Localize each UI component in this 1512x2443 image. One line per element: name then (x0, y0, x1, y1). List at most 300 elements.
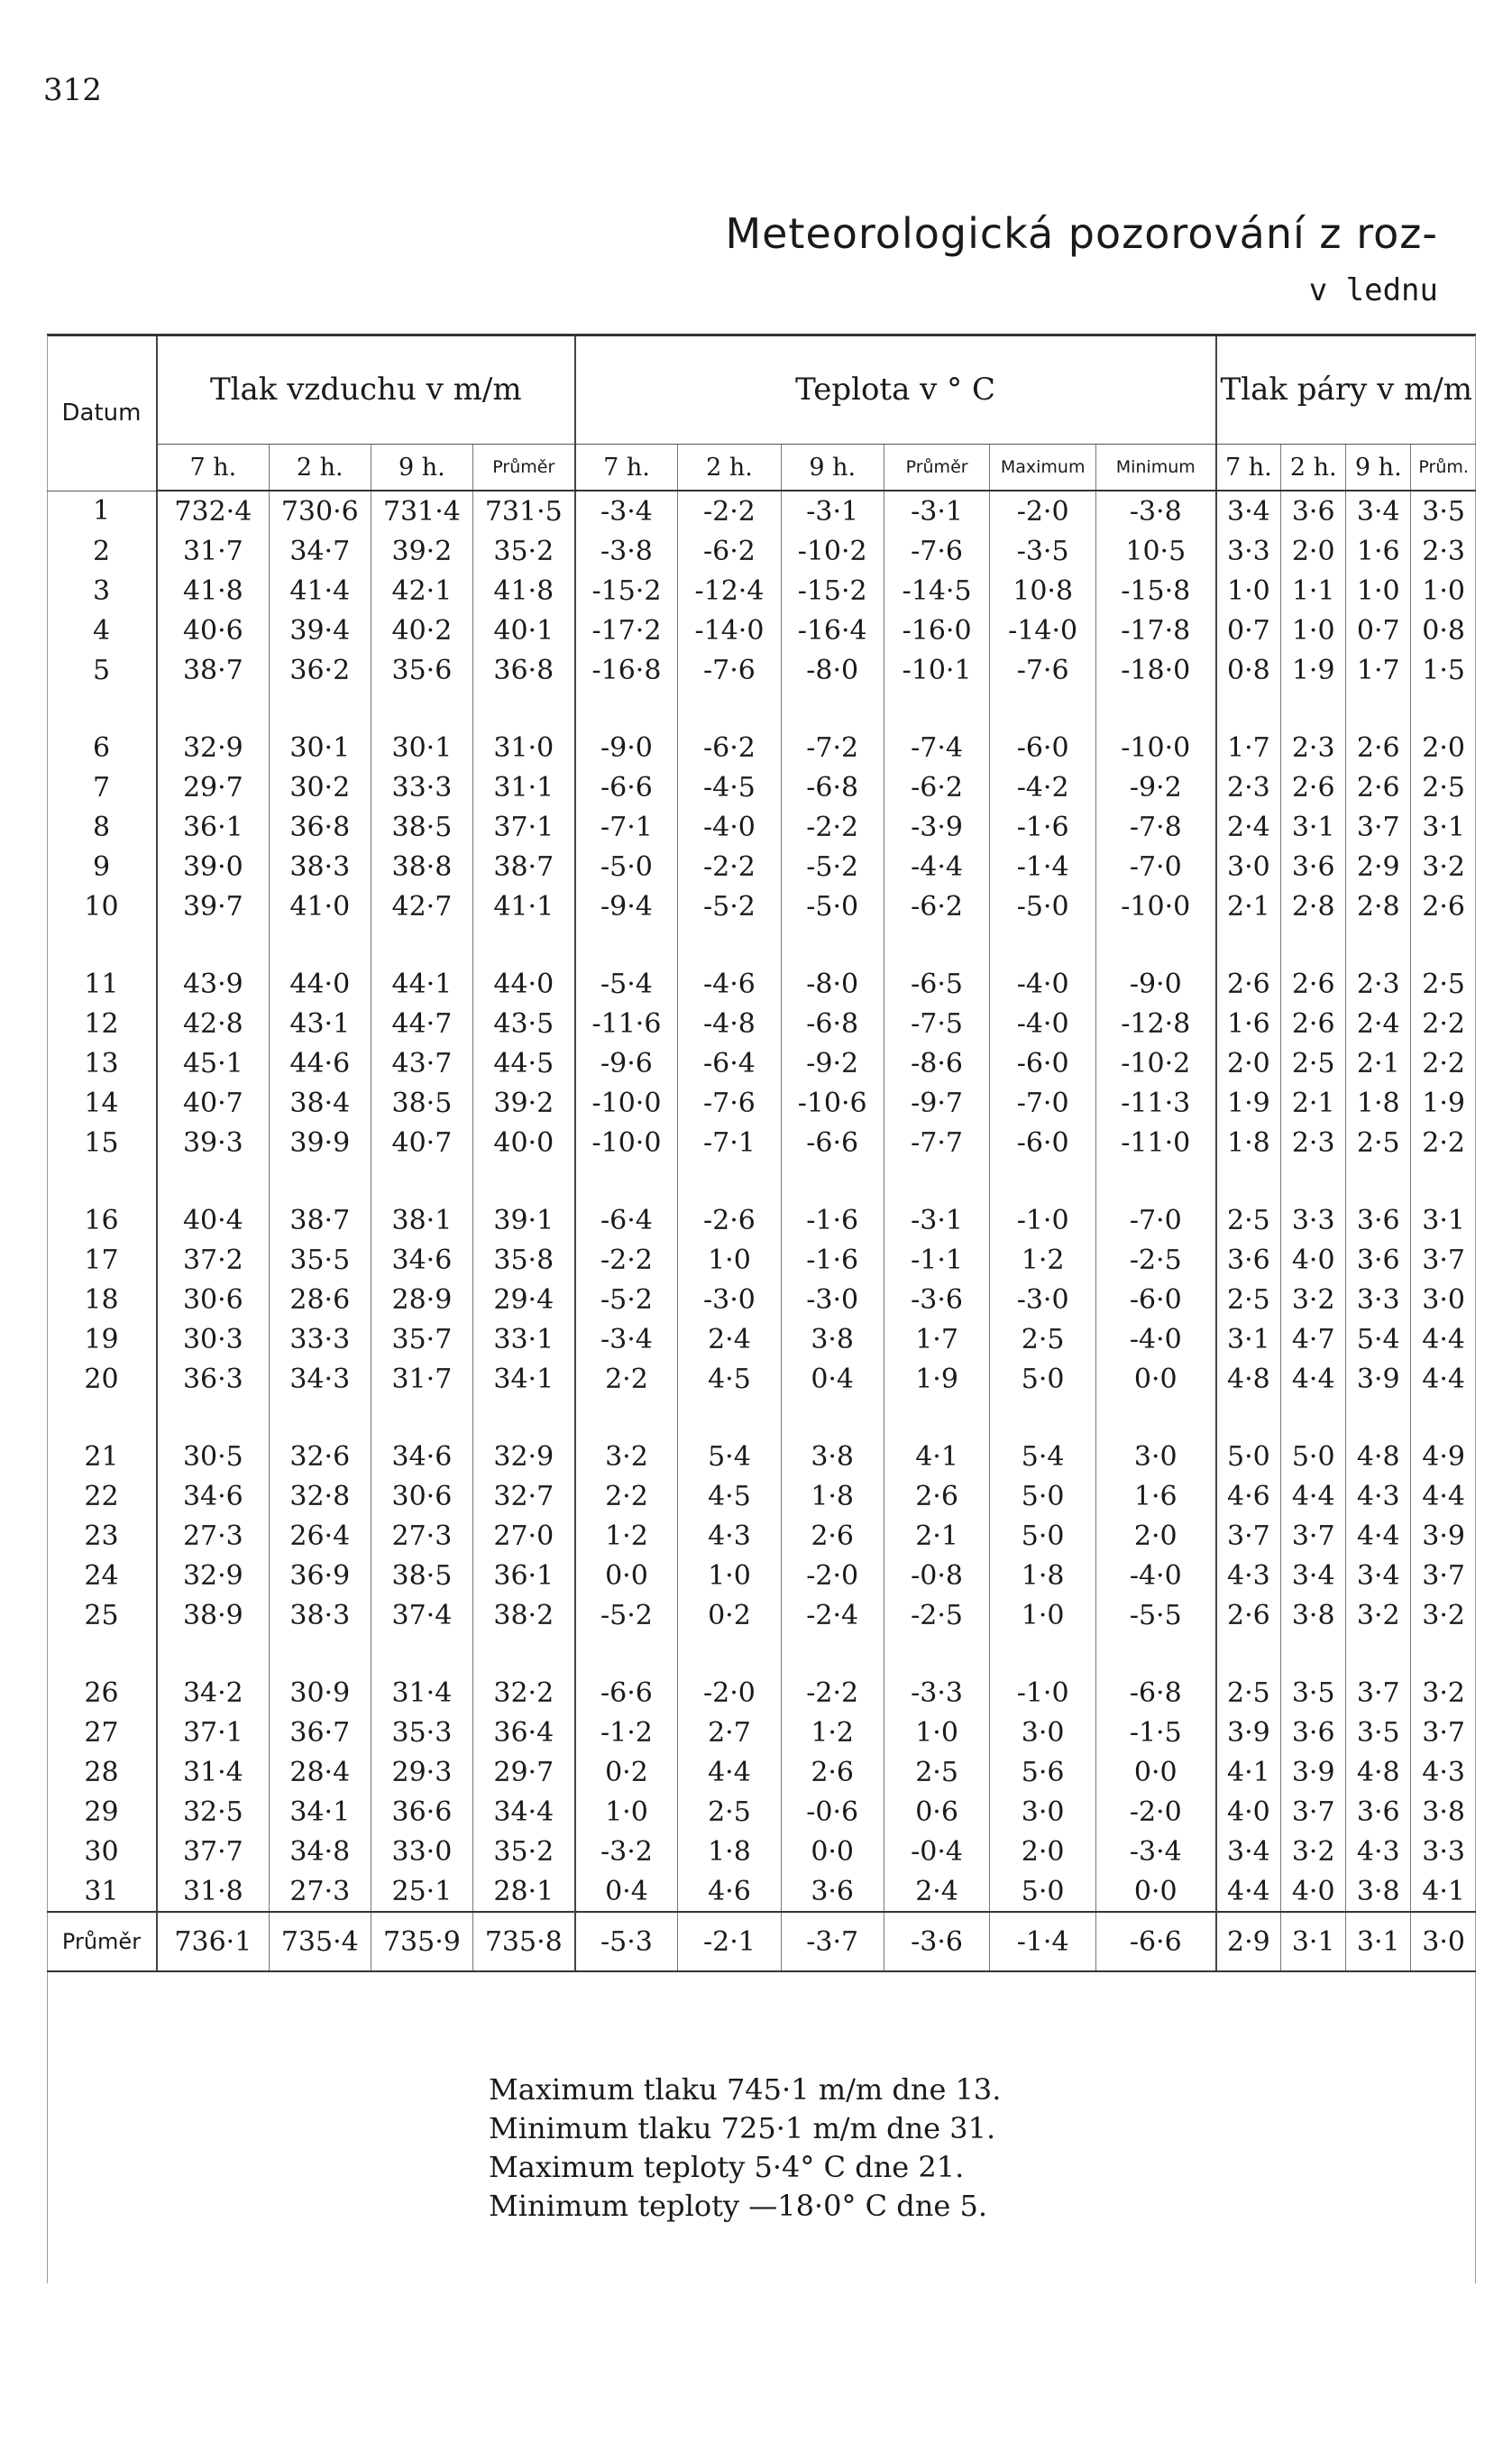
summary-cell: -3·7 (781, 1912, 884, 1971)
table-cell: 3·0 (1095, 1437, 1215, 1476)
table-cell: -10·0 (1095, 728, 1215, 767)
column-header: Maximum (990, 445, 1096, 491)
table-cell: 2·5 (1281, 1043, 1346, 1083)
table-cell: -17·8 (1095, 611, 1215, 650)
summary-cell: 735·8 (472, 1912, 574, 1971)
table-cell: 4·1 (1411, 1871, 1476, 1912)
table-cell: 2·6 (1216, 964, 1281, 1004)
table-cell: -8·0 (781, 650, 884, 690)
table-cell: 3·7 (1411, 1556, 1476, 1595)
table-cell: 38·5 (371, 807, 472, 847)
table-cell: -6·8 (781, 1004, 884, 1043)
table-cell: 3·6 (1346, 1200, 1411, 1240)
table-cell: -15·2 (575, 571, 678, 611)
spacer-cell (157, 1635, 269, 1673)
table-cell: 41·0 (269, 886, 371, 926)
table-cell: 34·1 (269, 1792, 371, 1832)
table-cell: 31·4 (371, 1673, 472, 1713)
table-cell: 4·8 (1346, 1752, 1411, 1792)
table-cell: 30·1 (371, 728, 472, 767)
table-cell: -10·1 (884, 650, 990, 690)
table-cell: 27·3 (157, 1516, 269, 1556)
table-cell: 2·6 (1216, 1595, 1281, 1635)
table-cell: -10·0 (575, 1083, 678, 1123)
spacer-cell (990, 1399, 1096, 1437)
table-cell: 0·8 (1216, 650, 1281, 690)
table-cell: -11·0 (1095, 1123, 1215, 1162)
table-cell: 3·7 (1281, 1792, 1346, 1832)
day-cell: 26 (84, 1676, 119, 1709)
table-cell: -14·0 (678, 611, 781, 650)
table-cell: -4·5 (678, 767, 781, 807)
table-cell: -3·3 (884, 1673, 990, 1713)
table-cell: 28·6 (269, 1280, 371, 1319)
table-cell: 33·0 (371, 1832, 472, 1871)
table-cell: -6·4 (678, 1043, 781, 1083)
table-cell: 2·6 (884, 1476, 990, 1516)
table-cell: 3·8 (1411, 1792, 1476, 1832)
table-cell: 43·7 (371, 1043, 472, 1083)
spacer-cell (884, 1635, 990, 1673)
table-cell: 38·2 (472, 1595, 574, 1635)
table-cell: 4·4 (1346, 1516, 1411, 1556)
table-cell: -12·8 (1095, 1004, 1215, 1043)
table-cell: 3·2 (575, 1437, 678, 1476)
table-cell: 31·7 (157, 531, 269, 571)
table-row (47, 1240, 1476, 1280)
table-cell: 0·8 (1411, 611, 1476, 650)
table-cell: 3·2 (1411, 1595, 1476, 1635)
table-cell: -8·6 (884, 1043, 990, 1083)
table-cell: 2·3 (1281, 1123, 1346, 1162)
table-cell: 43·5 (472, 1004, 574, 1043)
table-cell: 1·2 (781, 1713, 884, 1752)
table-cell: 3·8 (1281, 1595, 1346, 1635)
table-cell: 2·5 (1411, 767, 1476, 807)
table-cell: 1·9 (1216, 1083, 1281, 1123)
table-cell: 1·6 (1095, 1476, 1215, 1516)
table-row (47, 491, 1476, 531)
table-row (47, 1673, 1476, 1713)
table-cell: 4·0 (1281, 1240, 1346, 1280)
table-cell: -8·0 (781, 964, 884, 1004)
spacer-cell (1411, 690, 1476, 728)
table-row (47, 1043, 1476, 1083)
spacer-cell (1216, 1399, 1281, 1437)
table-cell: 34·6 (371, 1240, 472, 1280)
table-cell: 1·9 (884, 1359, 990, 1399)
spacer-cell (1216, 1635, 1281, 1673)
summary-label: Průměr (47, 1912, 157, 1971)
spacer-cell (1281, 690, 1346, 728)
table-cell: -6·8 (1095, 1673, 1215, 1713)
table-cell: 38·7 (472, 847, 574, 886)
table-cell: -5·5 (1095, 1595, 1215, 1635)
table-cell: 30·6 (157, 1280, 269, 1319)
table-cell: 3·8 (781, 1437, 884, 1476)
spacer-cell (1411, 1399, 1476, 1437)
table-cell: 37·7 (157, 1832, 269, 1871)
table-cell: -11·3 (1095, 1083, 1215, 1123)
table-cell: 3·3 (1216, 531, 1281, 571)
group-header-vapour: Tlak páry v m/m (1216, 335, 1476, 445)
spacer-cell (678, 1162, 781, 1200)
table-cell: 37·2 (157, 1240, 269, 1280)
spacer-cell (678, 1635, 781, 1673)
column-header: Průměr (884, 445, 990, 491)
day-cell: 12 (84, 1007, 119, 1040)
spacer-cell (575, 1399, 678, 1437)
table-cell: 30·3 (157, 1319, 269, 1359)
table-cell: -15·8 (1095, 571, 1215, 611)
spacer-cell (1411, 1635, 1476, 1673)
table-cell: 38·7 (269, 1200, 371, 1240)
summary-cell: 3·0 (1411, 1912, 1476, 1971)
table-cell: 4·0 (1216, 1792, 1281, 1832)
note-max-temperature: Maximum teploty 5·4° C dne 21. (489, 2150, 965, 2184)
table-cell: 30·6 (371, 1476, 472, 1516)
table-cell: 2·1 (1281, 1083, 1346, 1123)
table-cell: 1·7 (1346, 650, 1411, 690)
table-cell: -2·2 (781, 807, 884, 847)
table-cell: 32·7 (472, 1476, 574, 1516)
table-cell: 28·1 (472, 1871, 574, 1912)
table-cell: 45·1 (157, 1043, 269, 1083)
table-cell: -6·4 (575, 1200, 678, 1240)
table-cell: 3·4 (1216, 491, 1281, 531)
table-cell: 3·8 (1346, 1871, 1411, 1912)
table-cell: 34·1 (472, 1359, 574, 1399)
table-cell: 2·5 (884, 1752, 990, 1792)
spacer-cell (575, 690, 678, 728)
spacer-row (47, 926, 1476, 964)
spacer-cell (371, 1399, 472, 1437)
table-cell: 34·6 (371, 1437, 472, 1476)
table-cell: 3·2 (1411, 1673, 1476, 1713)
table-cell: -6·0 (990, 1043, 1096, 1083)
table-cell: 25·1 (371, 1871, 472, 1912)
table-cell: -6·2 (678, 728, 781, 767)
table-cell: 2·6 (781, 1516, 884, 1556)
table-cell: 38·7 (157, 650, 269, 690)
table-cell: -6·5 (884, 964, 990, 1004)
summary-cell: -1·4 (990, 1912, 1096, 1971)
table-cell: -1·2 (575, 1713, 678, 1752)
table-cell: -7·1 (575, 807, 678, 847)
table-cell: 38·5 (371, 1083, 472, 1123)
table-cell: 3·6 (781, 1871, 884, 1912)
column-header: 2 h. (678, 445, 781, 491)
note-max-pressure: Maximum tlaku 745·1 m/m dne 13. (489, 2072, 1002, 2107)
table-cell: 39·0 (157, 847, 269, 886)
table-cell: -7·8 (1095, 807, 1215, 847)
column-header: 2 h. (1281, 445, 1346, 491)
table-cell: -4·0 (1095, 1319, 1215, 1359)
table-cell: -3·2 (575, 1832, 678, 1871)
table-cell: -7·1 (678, 1123, 781, 1162)
table-cell: -3·6 (884, 1280, 990, 1319)
table-cell: 42·7 (371, 886, 472, 926)
table-cell: 36·2 (269, 650, 371, 690)
table-cell: 1·0 (678, 1556, 781, 1595)
table-cell: -2·2 (781, 1673, 884, 1713)
table-cell: -3·9 (884, 807, 990, 847)
table-cell: 1·8 (1216, 1123, 1281, 1162)
table-cell: -0·6 (781, 1792, 884, 1832)
table-cell: -4·8 (678, 1004, 781, 1043)
table-cell: -3·4 (575, 1319, 678, 1359)
table-cell: 0·7 (1216, 611, 1281, 650)
table-cell: 3·8 (781, 1319, 884, 1359)
spacer-cell (157, 926, 269, 964)
spacer-cell (1411, 926, 1476, 964)
table-cell: 29·3 (371, 1752, 472, 1792)
table-cell: 37·1 (472, 807, 574, 847)
spacer-cell (472, 1635, 574, 1673)
table-cell: 2·0 (1095, 1516, 1215, 1556)
day-cell: 29 (84, 1796, 119, 1828)
table-cell: 36·7 (269, 1713, 371, 1752)
table-cell: 3·0 (1216, 847, 1281, 886)
table-cell: -4·4 (884, 847, 990, 886)
table-cell: 3·7 (1281, 1516, 1346, 1556)
table-cell: 3·3 (1346, 1280, 1411, 1319)
table-cell: 2·5 (990, 1319, 1096, 1359)
table-cell: 1·0 (575, 1792, 678, 1832)
table-cell: 2·5 (1411, 964, 1476, 1004)
table-cell: 3·9 (1346, 1359, 1411, 1399)
table-cell: 30·5 (157, 1437, 269, 1476)
day-cell: 22 (84, 1480, 119, 1512)
page-title: Meteorologická pozorování z roz- (725, 209, 1438, 258)
table-cell: 0·2 (575, 1752, 678, 1792)
spacer-cell (1346, 926, 1411, 964)
table-cell: -2·0 (1095, 1792, 1215, 1832)
note-min-temperature: Minimum teploty —18·0° C dne 5. (489, 2189, 988, 2223)
table-cell: 44·0 (472, 964, 574, 1004)
spacer-cell (269, 1162, 371, 1200)
table-cell: 3·4 (1281, 1556, 1346, 1595)
table-cell: 2·2 (1411, 1004, 1476, 1043)
table-cell: 4·3 (1346, 1476, 1411, 1516)
spacer-cell (1346, 1162, 1411, 1200)
table-cell: -1·1 (884, 1240, 990, 1280)
table-cell: -10·0 (575, 1123, 678, 1162)
table-cell: 4·4 (1281, 1476, 1346, 1516)
table-cell: 2·6 (1346, 728, 1411, 767)
day-cell: 4 (92, 614, 111, 647)
table-cell: -12·4 (678, 571, 781, 611)
spacer-cell (47, 690, 157, 728)
table-row (47, 571, 1476, 611)
day-cell: 19 (84, 1323, 119, 1355)
summary-cell: -6·6 (1095, 1912, 1215, 1971)
table-cell: 0·4 (575, 1871, 678, 1912)
table-cell: -9·4 (575, 886, 678, 926)
table-cell: 2·5 (1216, 1280, 1281, 1319)
table-cell: -7·6 (990, 650, 1096, 690)
table-cell: 5·0 (1216, 1437, 1281, 1476)
spacer-cell (678, 926, 781, 964)
spacer-cell (781, 926, 884, 964)
column-header: 9 h. (1346, 445, 1411, 491)
table-cell: 2·5 (1346, 1123, 1411, 1162)
table-cell: -7·0 (990, 1083, 1096, 1123)
table-cell: -7·6 (884, 531, 990, 571)
spacer-cell (371, 690, 472, 728)
table-cell: -15·2 (781, 571, 884, 611)
table-cell: 731·4 (371, 491, 472, 531)
table-cell: 1·1 (1281, 571, 1346, 611)
day-cell: 14 (84, 1087, 119, 1119)
table-cell: 40·6 (157, 611, 269, 650)
table-cell: 27·0 (472, 1516, 574, 1556)
table-cell: 38·9 (157, 1595, 269, 1635)
table-cell: -3·0 (678, 1280, 781, 1319)
table-cell: 4·0 (1281, 1871, 1346, 1912)
table-row (47, 1280, 1476, 1319)
extremes-notes (489, 2071, 1001, 2226)
table-cell: -1·5 (1095, 1713, 1215, 1752)
day-cell: 27 (84, 1716, 119, 1749)
table-cell: -0·4 (884, 1832, 990, 1871)
table-row (47, 1004, 1476, 1043)
table-cell: 0·0 (781, 1832, 884, 1871)
table-cell: 44·0 (269, 964, 371, 1004)
spacer-cell (1411, 1162, 1476, 1200)
table-cell: 36·1 (472, 1556, 574, 1595)
day-cell: 5 (92, 654, 111, 686)
spacer-row (47, 1635, 1476, 1673)
table-row (47, 1437, 1476, 1476)
table-cell: -2·0 (990, 491, 1096, 531)
column-header: 7 h. (157, 445, 269, 491)
table-cell: 1·8 (678, 1832, 781, 1871)
table-cell: -4·2 (990, 767, 1096, 807)
spacer-cell (1346, 1399, 1411, 1437)
table-cell: -6·6 (781, 1123, 884, 1162)
table-cell: 39·1 (472, 1200, 574, 1240)
table-cell: 36·9 (269, 1556, 371, 1595)
table-cell: 38·3 (269, 847, 371, 886)
table-cell: -16·4 (781, 611, 884, 650)
table-row (47, 767, 1476, 807)
table-cell: 3·6 (1216, 1240, 1281, 1280)
table-cell: 28·4 (269, 1752, 371, 1792)
table-cell: 4·7 (1281, 1319, 1346, 1359)
table-cell: -7·5 (884, 1004, 990, 1043)
table-cell: 34·3 (269, 1359, 371, 1399)
table-cell: 33·3 (371, 767, 472, 807)
table-cell: 3·7 (1411, 1240, 1476, 1280)
table-cell: -1·6 (990, 807, 1096, 847)
table-cell: 4·6 (1216, 1476, 1281, 1516)
spacer-cell (990, 1162, 1096, 1200)
table-cell: -1·6 (781, 1200, 884, 1240)
table-cell: 28·9 (371, 1280, 472, 1319)
table-cell: 30·1 (269, 728, 371, 767)
table-cell: 32·6 (269, 1437, 371, 1476)
table-cell: 1·6 (1216, 1004, 1281, 1043)
observation-table (47, 335, 1476, 1972)
table-cell: -7·6 (678, 650, 781, 690)
table-cell: 0·0 (1095, 1871, 1215, 1912)
table-row (47, 1200, 1476, 1240)
spacer-cell (269, 690, 371, 728)
table-cell: 1·0 (1346, 571, 1411, 611)
table-cell: 0·6 (884, 1792, 990, 1832)
table-cell: -6·8 (781, 767, 884, 807)
table-cell: -2·0 (781, 1556, 884, 1595)
spacer-cell (781, 1162, 884, 1200)
table-cell: 4·6 (678, 1871, 781, 1912)
table-cell: 3·1 (1411, 807, 1476, 847)
table-cell: -4·0 (678, 807, 781, 847)
summary-row (47, 1912, 1476, 1971)
table-cell: 41·1 (472, 886, 574, 926)
table-cell: 5·0 (990, 1871, 1096, 1912)
summary-cell: 3·1 (1346, 1912, 1411, 1971)
table-cell: 36·1 (157, 807, 269, 847)
table-cell: 35·8 (472, 1240, 574, 1280)
table-cell: 2·3 (1216, 767, 1281, 807)
table-cell: -5·2 (575, 1280, 678, 1319)
table-cell: 2·6 (1281, 964, 1346, 1004)
day-cell: 21 (84, 1440, 119, 1473)
table-cell: 2·5 (678, 1792, 781, 1832)
table-cell: 2·4 (884, 1871, 990, 1912)
day-cell: 6 (92, 731, 111, 764)
table-cell: 4·1 (884, 1437, 990, 1476)
table-cell: 44·5 (472, 1043, 574, 1083)
table-cell: 39·4 (269, 611, 371, 650)
table-cell: -17·2 (575, 611, 678, 650)
spacer-cell (472, 690, 574, 728)
table-body (47, 491, 1476, 1912)
table-cell: 38·3 (269, 1595, 371, 1635)
table-cell: 3·0 (990, 1792, 1096, 1832)
spacer-cell (1095, 1162, 1215, 1200)
table-cell: -5·0 (781, 886, 884, 926)
table-cell: 40·7 (157, 1083, 269, 1123)
table-cell: -7·7 (884, 1123, 990, 1162)
table-cell: -7·6 (678, 1083, 781, 1123)
day-cell: 1 (92, 495, 111, 528)
spacer-cell (1095, 926, 1215, 964)
table-cell: -6·2 (884, 767, 990, 807)
day-cell: 8 (92, 811, 111, 843)
spacer-cell (1346, 1635, 1411, 1673)
table-cell: 35·6 (371, 650, 472, 690)
table-cell: 40·2 (371, 611, 472, 650)
table-cell: 2·2 (1411, 1123, 1476, 1162)
table-cell: -3·4 (1095, 1832, 1215, 1871)
table-cell: 3·2 (1411, 847, 1476, 886)
table-cell: 0·2 (678, 1595, 781, 1635)
table-cell: 44·7 (371, 1004, 472, 1043)
day-cell: 23 (84, 1520, 119, 1552)
day-cell: 18 (84, 1283, 119, 1316)
spacer-cell (781, 690, 884, 728)
table-cell: 35·7 (371, 1319, 472, 1359)
table-cell: 3·7 (1216, 1516, 1281, 1556)
table-row (47, 1123, 1476, 1162)
observation-table-wrapper (47, 335, 1476, 1972)
note-min-pressure: Minimum tlaku 725·1 m/m dne 31. (489, 2111, 996, 2145)
table-cell: -2·2 (575, 1240, 678, 1280)
table-cell: 1·0 (1411, 571, 1476, 611)
table-cell: 2·4 (1346, 1004, 1411, 1043)
